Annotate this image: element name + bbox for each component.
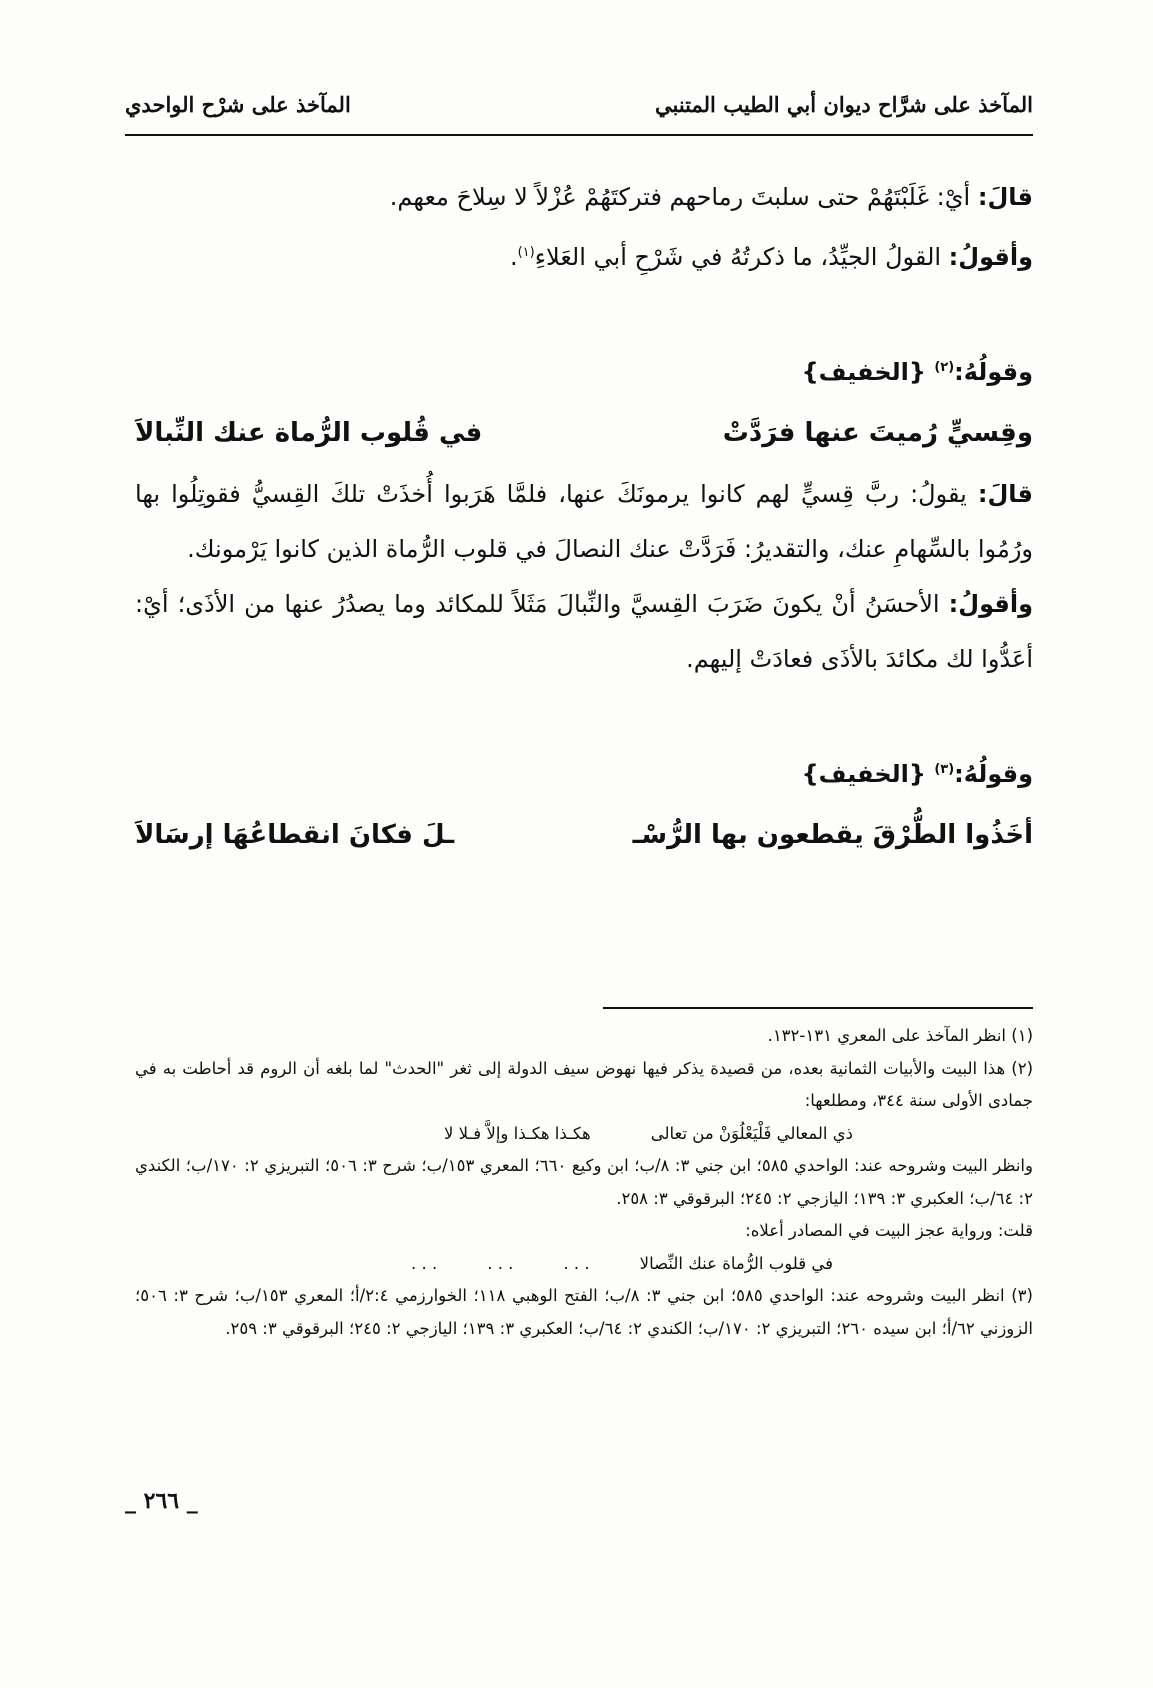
footnote-3: (٣) انظر البيت وشروحه عند: الواحدي ٥٨٥؛ ابن جني ٣: ٨/ب؛ الفتح الوهبي ١١٨؛ الخوارزمي ٢:٤/أ؛ المعري ١٥٣/ب؛ شرح ٣: ٥٠٦؛ الزوزني ٦٢/أ؛ ابن سيده ٢٦٠؛ التبريزي ٢: ١٧٠/ب؛ الكندي ٢: ٦٤/ب؛ العكبري ٣: ١٣٩؛ اليازجي ٢: ٢٤٥؛ البرقوقي ٣: ٢٥٩.	[135, 1286, 1033, 1338]
footnote-ref[interactable]: (٢)	[934, 360, 955, 375]
paragraph-aqulu-1	[135, 225, 1033, 285]
verse-1	[135, 406, 1033, 461]
ellipsis: . . .	[410, 1253, 438, 1273]
ellipsis: . . .	[563, 1253, 590, 1273]
footnote-2-verse	[135, 1118, 1033, 1151]
spacer	[135, 285, 1033, 340]
meter-name: {الخفيف}	[801, 760, 926, 788]
verse-hemistich-first: وقِسيٍّ رُميتَ عنها فرَدَّتْ	[722, 418, 1033, 448]
verse-hemistich-second: ـلَ فكانَ انقطاعُهَا إرسَالاَ	[135, 820, 455, 850]
paragraph-text: يقولُ: ربَّ قِسيٍّ لهم كانوا يرمونَكَ عنها، فلمَّا هَرَبوا أُخذَتْ تلكَ القِسيُّ فقوتِلُوا بها ورُمُوا بالسِّهامِ عنك، والتقديرُ: فَرَدَّتْ عنك النصالَ في قلوب الرُّماة الذين كانوا يَرْمونك.	[135, 480, 1033, 563]
footnote-divider	[603, 1007, 1033, 1009]
footnote-2-note: قلت: ورواية عجز البيت في المصادر أعلاه:	[745, 1221, 1033, 1240]
meter-name: {الخفيف}	[801, 358, 926, 386]
footnote-1: (١) انظر المآخذ على المعري ١٣١-١٣٢.	[767, 1026, 1033, 1045]
paragraph-qala-2	[135, 467, 1033, 577]
verse-hemistich-first: ذي المعالي فَلْيَعْلُوَنْ من تعالى	[650, 1123, 853, 1143]
header-divider	[125, 134, 1033, 136]
running-header	[125, 84, 1033, 124]
paragraph-lead: قالَ:	[977, 183, 1033, 211]
footnote-2-alt-verse	[135, 1248, 1033, 1281]
paragraph-lead: وأقولُ:	[948, 243, 1033, 271]
verse-hemistich-first: أخَذُوا الطُّرْقَ يقطعون بها الرُّسْـ	[632, 820, 1033, 850]
paragraph-lead: قالَ:	[977, 480, 1033, 508]
paragraph-end: .	[509, 243, 518, 271]
verse-2	[135, 808, 1033, 863]
footnote-2: (٢) هذا البيت والأبيات الثمانية بعده، من قصيدة يذكر فيها نهوض سيف الدولة إلى ثغر "الحدث" لما بلغه أن الروم قد أحاطت به في جمادى الأولى سنة ٣٤٤، ومطلعها:	[135, 1058, 1033, 1110]
footnote-ref[interactable]: (٣)	[934, 762, 955, 777]
paragraph-qala-1	[135, 170, 1033, 225]
main-text	[135, 170, 1033, 869]
verse-heading-2	[135, 742, 1033, 802]
heading-lead: وقولُهُ:	[954, 358, 1033, 386]
footnote-ref[interactable]: (١)	[517, 245, 535, 260]
paragraph-text: القولُ الجيِّدُ، ما ذكرتُهُ في شَرْحِ أبي العَلاءِ	[534, 243, 949, 271]
page-number: _ ٢٦٦ _	[125, 1488, 198, 1514]
heading-lead: وقولُهُ:	[954, 760, 1033, 788]
ellipsis: . . .	[487, 1253, 514, 1273]
verse-hemistich-second: في قُلوب الرُّماة عنك النِّبالاَ	[135, 418, 483, 448]
paragraph-text: الأحسَنُ أنْ يكونَ ضَرَبَ القِسيَّ والنِّبالَ مَثَلاً للمكائد وما يصدُرُ عنها من الأذَى؛ أيْ: أعَدُّوا لك مكائدَ بالأذَى فعادَتْ إليهم.	[135, 590, 1033, 673]
footnote-2-sources: وانظر البيت وشروحه عند: الواحدي ٥٨٥؛ ابن جني ٣: ٨/ب؛ ابن وكيع ٦٦٠؛ المعري ١٥٣/ب؛ شرح ٣: ٥٠٦؛ التبريزي ٢: ١٧٠/ب؛ الكندي ٢: ٦٤/ب؛ العكبري ٣: ١٣٩؛ اليازجي ٢: ٢٤٥؛ البرقوقي ٣: ٢٥٨.	[135, 1156, 1033, 1208]
verse-heading-1	[135, 340, 1033, 400]
paragraph-text: أيْ: غَلَبْتَهُمْ حتى سلبتَ رماحهم فتركتَهُمْ عُزْلاً لا سِلاحَ معهم.	[389, 183, 978, 211]
verse-hemistich-second: هكـذا هكـذا وإلاَّ فـلا لا	[443, 1123, 591, 1143]
verse-alt-reading: في قلوب الرُّماة عنك النِّصالا	[639, 1253, 833, 1273]
footnotes	[135, 1020, 1033, 1345]
spacer	[135, 687, 1033, 742]
paragraph-lead: وأقولُ:	[948, 590, 1033, 618]
paragraph-aqulu-2	[135, 577, 1033, 687]
header-book-title: المآخذ على شرَّاح ديوان أبي الطيب المتنبي	[655, 91, 1033, 117]
header-section-title: المآخذ على شرْح الواحدي	[125, 91, 351, 117]
